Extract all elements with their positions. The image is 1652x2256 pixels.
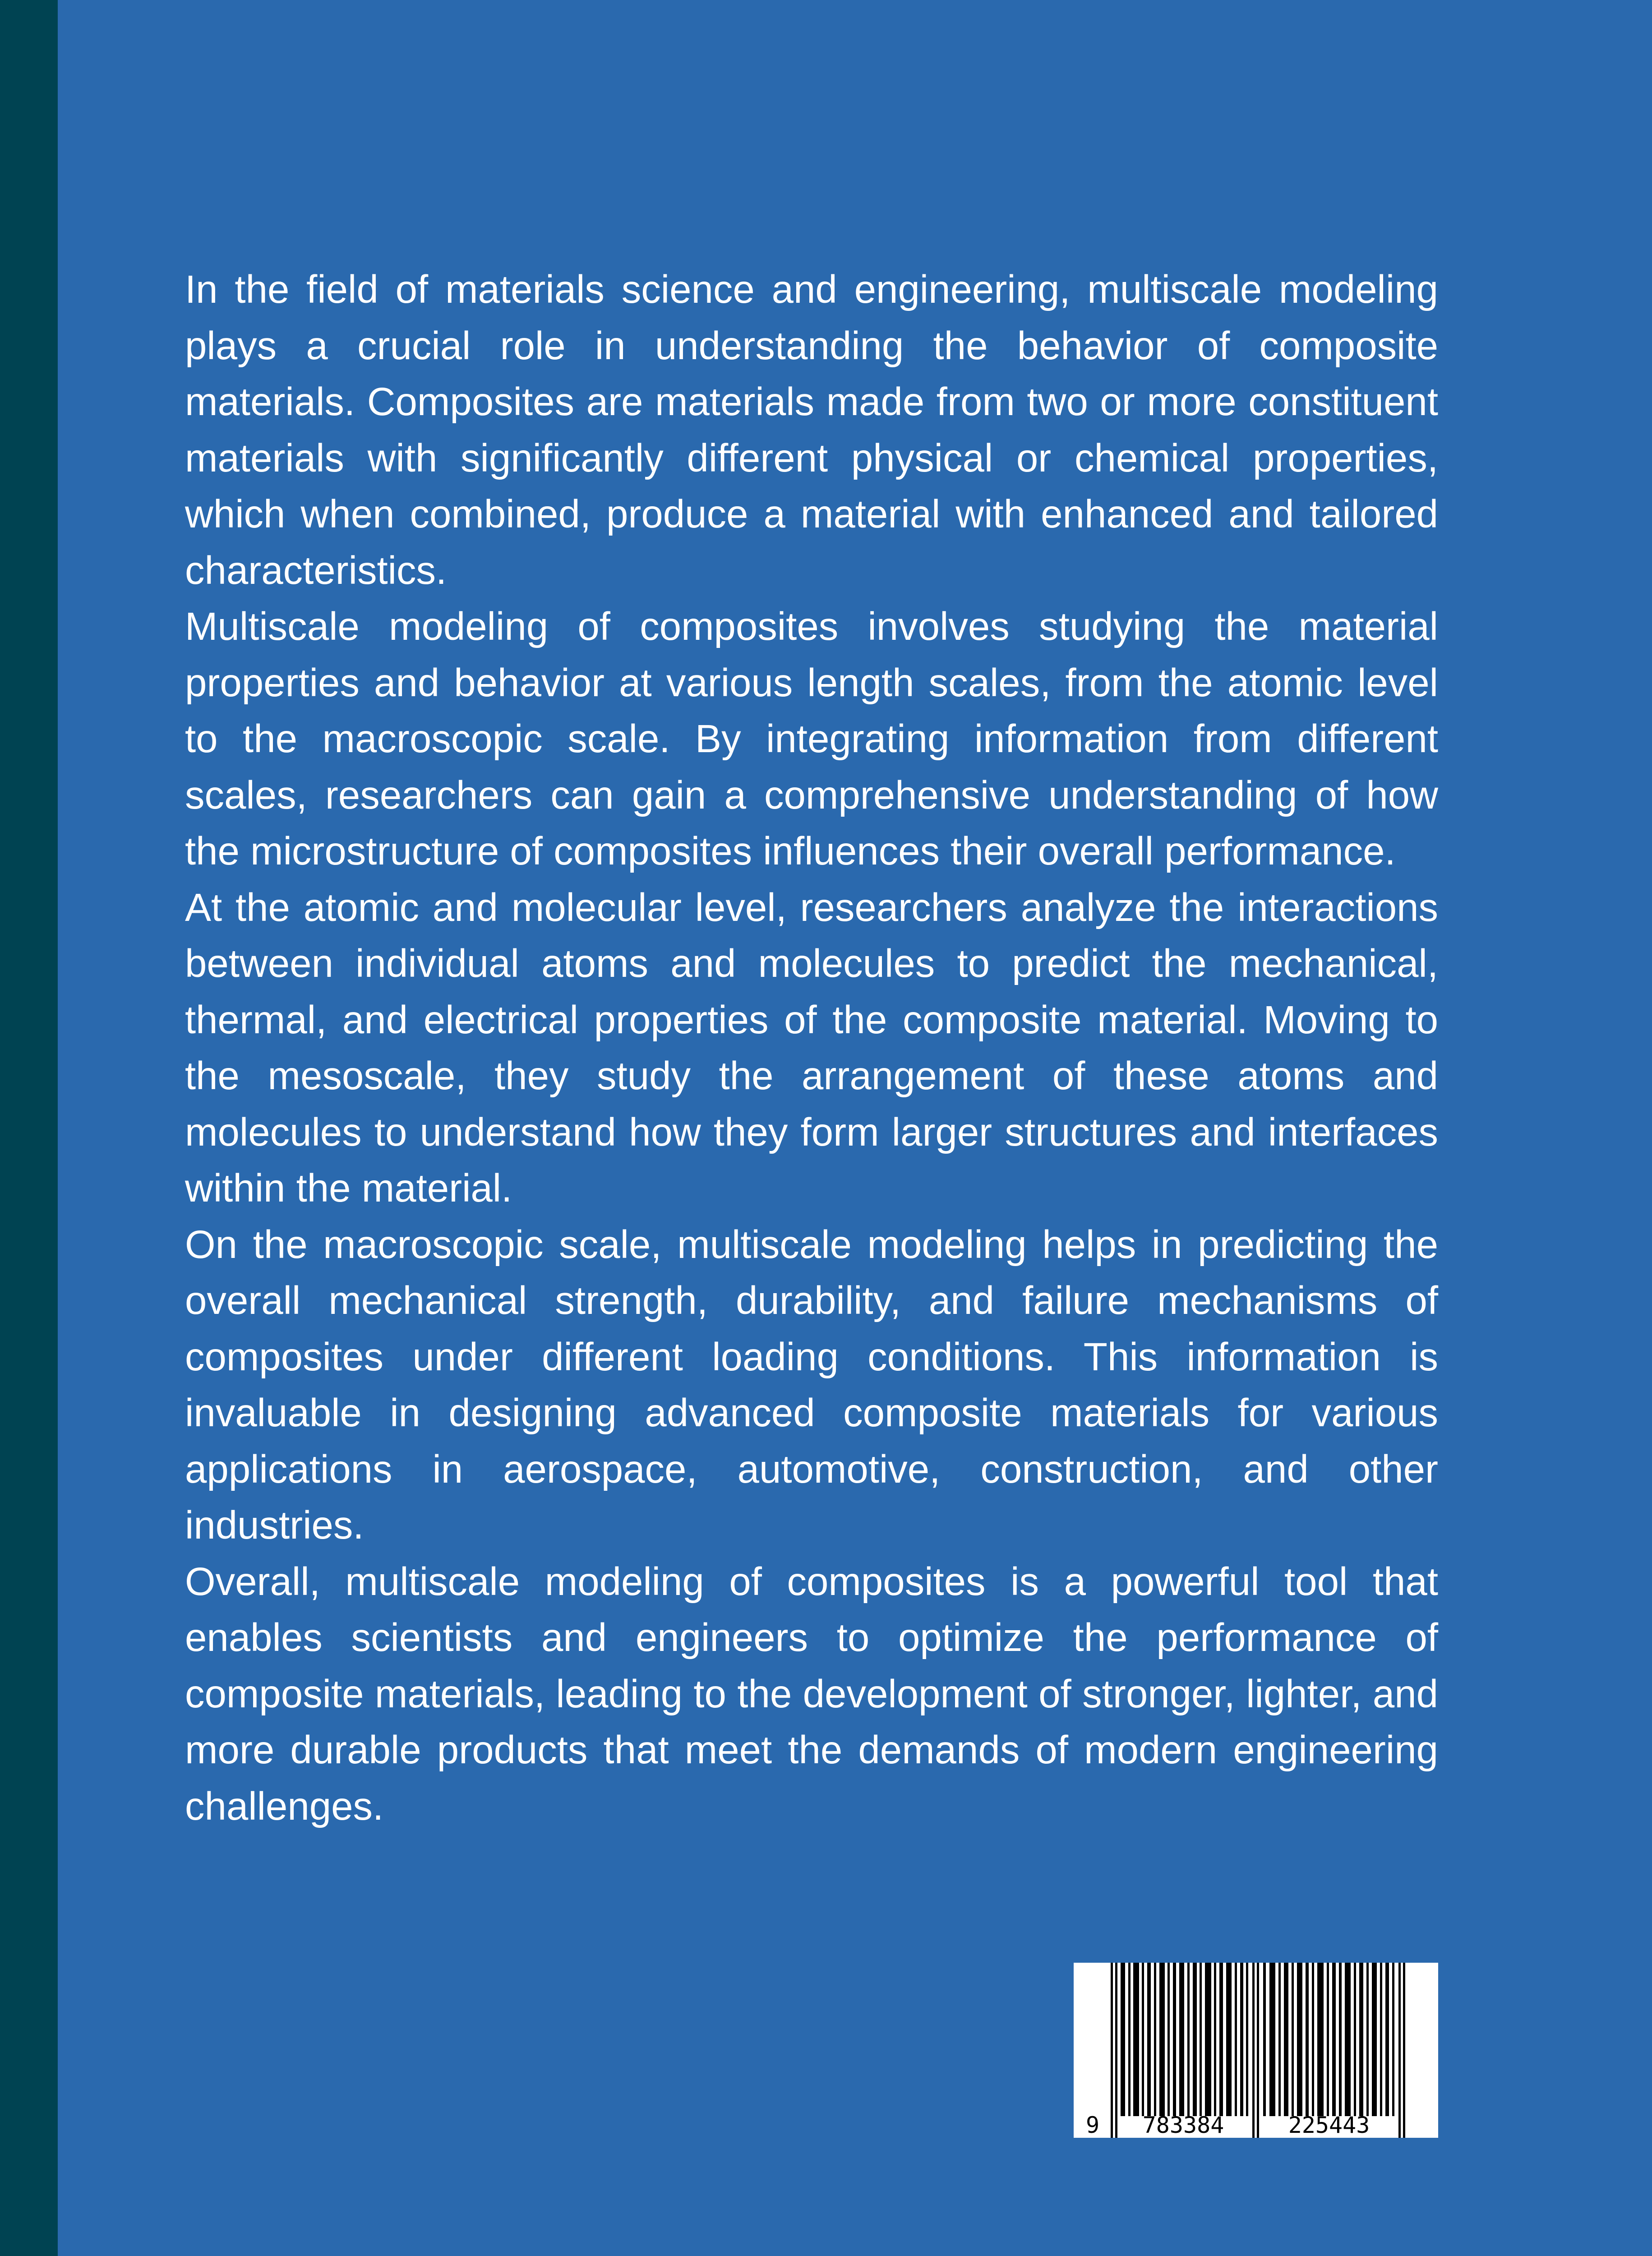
book-spine — [0, 0, 58, 2256]
back-cover-blurb — [185, 262, 1438, 1835]
blurb-paragraph-5: Overall, multiscale modeling of composites is a powerful tool that enables scientists and engineers to optimize the performance of composite materials, leading to the development of stronger, lighter, and more durable products that meet the demands of modern engineering challenges. — [185, 1559, 1438, 1828]
blurb-paragraph-4: On the macroscopic scale, multiscale modeling helps in predicting the overall mechanical strength, durability, and failure mechanisms of composites under different loading conditions. This information is invaluable in designing advanced composite materials for various applications in aerospace, automotive, construction, and other industries. — [185, 1222, 1438, 1547]
blurb-paragraph-1: In the field of materials science and engineering, multiscale modeling plays a crucial role in understanding the behavior of composite materials. Composites are materials made from two or more constituent materials with significantly different physical or chemical properties, which when combined, produce a material with enhanced and tailored characteristics. — [185, 268, 1438, 592]
barcode-left-group: 783384 — [1142, 2112, 1224, 2138]
barcode-graphic — [1074, 1963, 1438, 2138]
blurb-paragraph-3: At the atomic and molecular level, researchers analyze the interactions between individual atoms and molecules to predict the mechanical, thermal, and electrical properties of the composite material. Moving to the mesoscale, they study the arrangement of these atoms and molecules to understand how they form larger structures and interfaces within the material. — [185, 885, 1438, 1210]
barcode-prefix-digit: 9 — [1085, 2112, 1100, 2138]
isbn-barcode — [1074, 1963, 1438, 2138]
barcode-right-group: 225443 — [1288, 2112, 1370, 2138]
blurb-paragraph-2: Multiscale modeling of composites involves studying the material properties and behavior at various length scales, from the atomic level to the macroscopic scale. By integrating information from different scales, researchers can gain a comprehensive understanding of how the microstructure of composites influences their overall performance. — [185, 605, 1438, 873]
barcode-bars — [1111, 1963, 1405, 2138]
